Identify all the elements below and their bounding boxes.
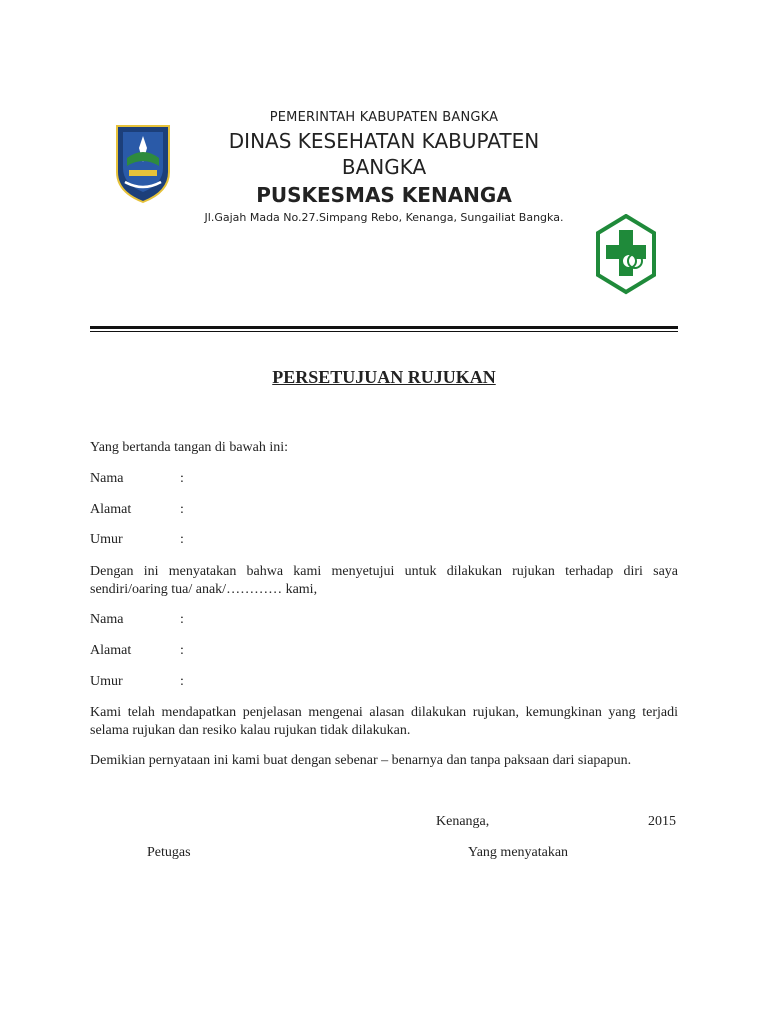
explanation-paragraph: Kami telah mendapatkan penjelasan mengenai alasan dilakukan rujukan, kemungkinan yang terjadi selama rujukan dan resiko kalau rujukan tidak dilakukan. <box>90 705 678 738</box>
header-divider-thin <box>90 331 678 332</box>
signer-officer-label: Petugas <box>147 845 191 860</box>
field-label: Umur <box>90 532 123 547</box>
field-label: Umur <box>90 674 123 689</box>
statement-paragraph: Dengan ini menyatakan bahwa kami menyetujui untuk dilakukan rujukan terhadap diri saya sendiri/oaring tua/ anak/………… kami, <box>90 564 678 597</box>
facility-address: Jl.Gajah Mada No.27.Simpang Rebo, Kenanga, Sungailiat Bangka. <box>204 211 564 224</box>
header-divider-thick <box>90 326 678 329</box>
field-separator: : <box>180 532 184 547</box>
facility-name: PUSKESMAS KENANGA <box>256 183 512 207</box>
field-label: Alamat <box>90 502 132 517</box>
closing-paragraph: Demikian pernyataan ini kami buat dengan sebenar – benarnya dan tanpa paksaan dari siapapun. <box>90 753 632 768</box>
signature-year: 2015 <box>648 814 676 829</box>
puskesmas-cross-icon <box>595 214 657 296</box>
field-label: Nama <box>90 471 124 486</box>
field-separator: : <box>180 674 184 689</box>
field-label: Nama <box>90 612 124 627</box>
agency-name-line1: DINAS KESEHATAN KABUPATEN <box>228 129 540 153</box>
signer-declarant-label: Yang menyatakan <box>468 845 569 860</box>
agency-name <box>0 128 768 180</box>
field-separator: : <box>180 471 184 486</box>
document-title: PERSETUJUAN RUJUKAN <box>272 367 496 387</box>
field-separator: : <box>180 643 184 658</box>
signature-place: Kenanga, <box>436 814 490 829</box>
government-name: PEMERINTAH KABUPATEN BANGKA <box>269 110 499 125</box>
field-separator: : <box>180 612 184 627</box>
field-separator: : <box>180 502 184 517</box>
intro-text: Yang bertanda tangan di bawah ini: <box>90 440 289 455</box>
agency-name-line2: BANGKA <box>341 155 427 179</box>
field-label: Alamat <box>90 643 132 658</box>
